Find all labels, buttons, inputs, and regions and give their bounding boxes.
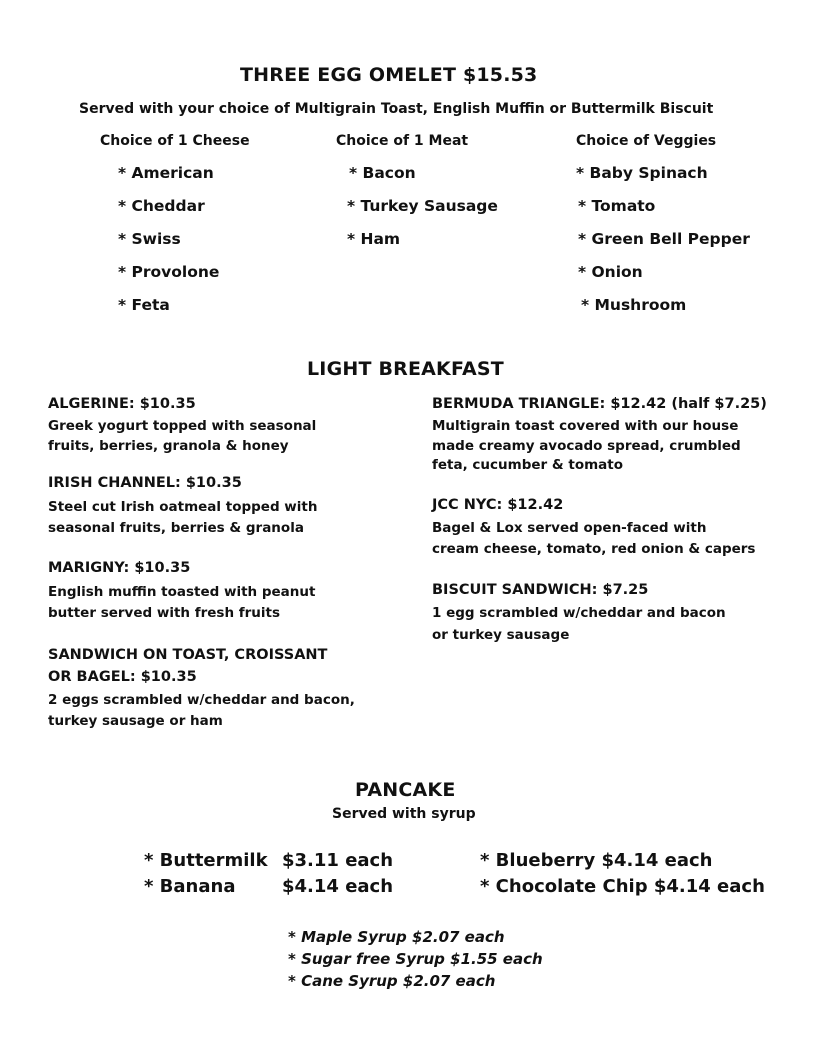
pancake-title: PANCAKE [355, 779, 456, 801]
jcc-nyc-desc-line: cream cheese, tomato, red onion & capers [432, 541, 756, 557]
algerine-desc-line: fruits, berries, granola & honey [48, 438, 289, 454]
cheese-option: * Cheddar [118, 197, 205, 215]
cheese-column-header: Choice of 1 Cheese [100, 133, 250, 149]
cheese-option: * American [118, 164, 214, 182]
marigny-desc-line: English muffin toasted with peanut [48, 584, 316, 600]
irish-channel-title: IRISH CHANNEL: $10.35 [48, 475, 242, 491]
pancake-banana-price: $4.14 each [282, 876, 394, 897]
irish-channel-desc-line: Steel cut Irish oatmeal topped with [48, 499, 318, 515]
meat-option: * Bacon [349, 164, 416, 182]
veggie-option: * Green Bell Pepper [578, 230, 750, 248]
meat-column-header: Choice of 1 Meat [336, 133, 469, 149]
jcc-nyc-desc-line: Bagel & Lox served open-faced with [432, 520, 707, 536]
veggie-column-header: Choice of Veggies [576, 133, 717, 149]
pancake-banana-name: * Banana [144, 876, 236, 897]
pancake-blueberry: * Blueberry $4.14 each [480, 850, 713, 871]
sandwich-title: SANDWICH ON TOAST, CROISSANT [48, 647, 328, 663]
meat-option: * Ham [347, 230, 401, 248]
bermuda-desc-line: Multigrain toast covered with our house [432, 418, 739, 434]
cheese-option: * Feta [118, 296, 170, 314]
algerine-title: ALGERINE: $10.35 [48, 396, 196, 412]
veggie-option: * Baby Spinach [576, 164, 708, 182]
jcc-nyc-title: JCC NYC: $12.42 [432, 497, 564, 513]
sandwich-desc-line: 2 eggs scrambled w/cheddar and bacon, [48, 692, 355, 708]
pancake-chocolate-chip: * Chocolate Chip $4.14 each [480, 876, 765, 897]
veggie-option: * Onion [578, 263, 643, 281]
veggie-option: * Mushroom [581, 296, 687, 314]
omelet-title: THREE EGG OMELET $15.53 [240, 64, 538, 86]
meat-option: * Turkey Sausage [347, 197, 498, 215]
bermuda-title: BERMUDA TRIANGLE: $12.42 (half $7.25) [432, 396, 767, 412]
sandwich-desc-line: turkey sausage or ham [48, 713, 223, 729]
biscuit-sandwich-title: BISCUIT SANDWICH: $7.25 [432, 582, 649, 598]
irish-channel-desc-line: seasonal fruits, berries & granola [48, 520, 304, 536]
biscuit-sandwich-desc-line: 1 egg scrambled w/cheddar and bacon [432, 605, 726, 621]
cheese-option: * Provolone [118, 263, 220, 281]
cheese-option: * Swiss [118, 230, 181, 248]
bermuda-desc-line: feta, cucumber & tomato [432, 457, 623, 473]
omelet-subtitle: Served with your choice of Multigrain Toast, English Muffin or Buttermilk Biscuit [79, 101, 714, 117]
marigny-desc-line: butter served with fresh fruits [48, 605, 281, 621]
algerine-desc-line: Greek yogurt topped with seasonal [48, 418, 317, 434]
syrup-option: * Cane Syrup $2.07 each [288, 972, 496, 990]
veggie-option: * Tomato [578, 197, 656, 215]
pancake-subtitle: Served with syrup [332, 806, 476, 822]
pancake-buttermilk-name: * Buttermilk [144, 850, 268, 871]
marigny-title: MARIGNY: $10.35 [48, 560, 191, 576]
syrup-option: * Maple Syrup $2.07 each [288, 928, 505, 946]
pancake-buttermilk-price: $3.11 each [282, 850, 394, 871]
bermuda-desc-line: made creamy avocado spread, crumbled [432, 438, 741, 454]
sandwich-title: OR BAGEL: $10.35 [48, 669, 197, 685]
light-breakfast-title: LIGHT BREAKFAST [307, 358, 504, 380]
syrup-option: * Sugar free Syrup $1.55 each [288, 950, 543, 968]
biscuit-sandwich-desc-line: or turkey sausage [432, 627, 570, 643]
